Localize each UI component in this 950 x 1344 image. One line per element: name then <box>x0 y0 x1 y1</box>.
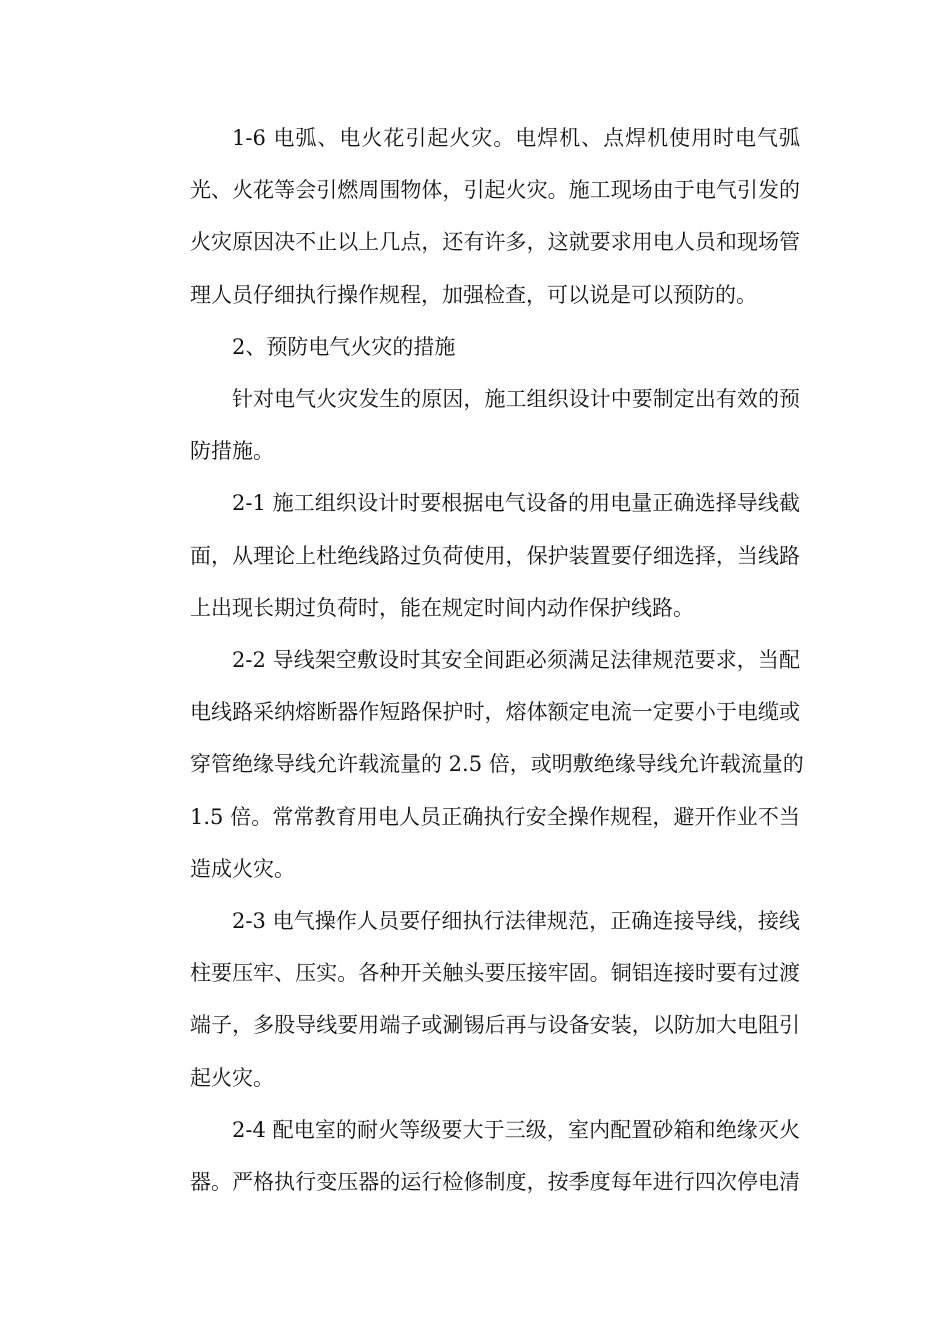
paragraph-line: 1-6 电弧、电火花引起火灾。电焊机、点焊机使用时电气弧 <box>232 126 800 150</box>
paragraph-line: 上出现长期过负荷时，能在规定时间内动作保护线路。 <box>190 595 694 620</box>
paragraph-1-6 <box>148 112 800 321</box>
paragraph-line: 起火灾。 <box>190 1065 274 1090</box>
paragraph-line: 穿管绝缘导线允许载流量的 2.5 倍，或明敷绝缘导线允许载流量的 <box>190 752 804 777</box>
paragraph-2-3 <box>148 895 800 1104</box>
paragraph-2-1 <box>148 477 800 634</box>
section-heading-2 <box>148 321 800 373</box>
paragraph-line: 2-4 配电室的耐火等级要大于三级，室内配置砂箱和绝缘灭火 <box>232 1117 800 1142</box>
paragraph-line: 2-3 电气操作人员要仔细执行法律规范，正确连接导线，接线 <box>232 909 800 934</box>
section-heading-line: 2、预防电气火灾的措施 <box>232 334 456 359</box>
paragraph-line: 光、火花等会引燃周围物体，引起火灾。施工现场由于电气引发的 <box>190 178 800 203</box>
paragraph-line: 器。严格执行变压器的运行检修制度，按季度每年进行四次停电清 <box>190 1170 800 1195</box>
paragraph-line: 面，从理论上杜绝线路过负荷使用，保护装置要仔细选择，当线路 <box>190 543 800 568</box>
paragraph-line: 2-2 导线架空敷设时其安全间距必须满足法律规范要求，当配 <box>232 648 800 673</box>
document-body <box>148 112 804 1208</box>
paragraph-intro <box>148 373 800 477</box>
paragraph-line: 电线路采纳熔断器作短路保护时，熔体额定电流一定要小于电缆或 <box>190 700 800 725</box>
paragraph-2-4 <box>148 1104 800 1208</box>
paragraph-line: 端子，多股导线要用端子或涮锡后再与设备安装，以防加大电阻引 <box>190 1013 800 1038</box>
paragraph-line: 造成火灾。 <box>190 856 295 881</box>
paragraph-2-2 <box>148 634 804 895</box>
paragraph-line: 2-1 施工组织设计时要根据电气设备的用电量正确选择导线截 <box>232 491 800 516</box>
paragraph-line: 1.5 倍。常常教育用电人员正确执行安全操作规程，避开作业不当 <box>190 804 800 829</box>
paragraph-line: 防措施。 <box>190 439 274 464</box>
paragraph-line: 火灾原因决不止以上几点，还有许多，这就要求用电人员和现场管 <box>190 230 800 255</box>
paragraph-line: 理人员仔细执行操作规程，加强检查，可以说是可以预防的。 <box>190 282 757 307</box>
paragraph-line: 柱要压牢、压实。各种开关触头要压接牢固。铜铝连接时要有过渡 <box>190 961 800 986</box>
paragraph-line: 针对电气火灾发生的原因，施工组织设计中要制定出有效的预 <box>232 387 800 412</box>
